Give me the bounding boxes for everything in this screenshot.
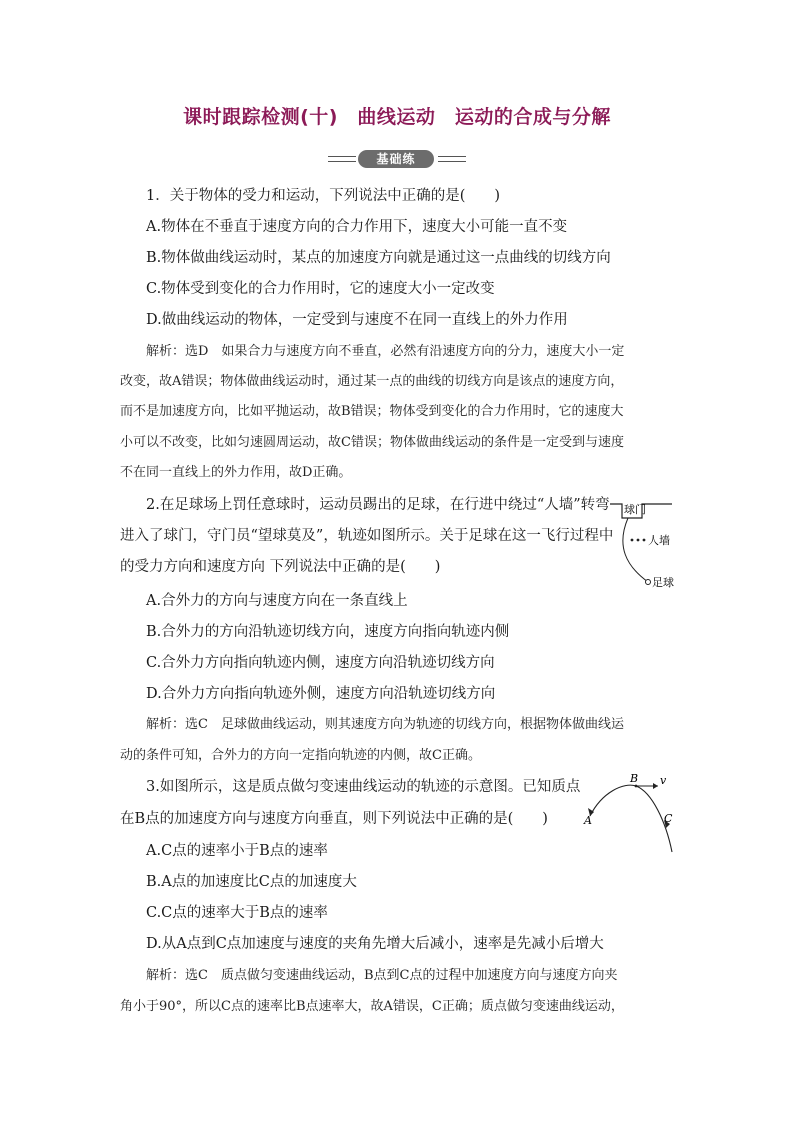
q2-analysis-line: 动的条件可知，合外力的方向一定指向轨迹的内侧，故C正确。 bbox=[120, 748, 481, 763]
point-b-label: B bbox=[630, 772, 639, 785]
q2-stem-line: 的受力方向和速度方向 下列说法中正确的是( ) bbox=[120, 559, 441, 575]
q3-stem-line: 在B点的加速度方向与速度方向垂直，则下列说法中正确的是( ) bbox=[120, 811, 548, 827]
q1-option-d: D.做曲线运动的物体，一定受到与速度不在同一直线上的外力作用 bbox=[146, 312, 568, 328]
q3-stem-line: 3.如图所示，这是质点做匀变速曲线运动的轨迹的示意图。已知质点 bbox=[146, 779, 581, 795]
point-a-label: A bbox=[584, 814, 592, 827]
q2-option-a: A.合外力的方向与速度方向在一条直线上 bbox=[146, 593, 408, 609]
ball-label: 足球 bbox=[652, 576, 674, 589]
q2-option-b: B.合外力的方向沿轨迹切线方向，速度方向指向轨迹内侧 bbox=[146, 624, 510, 640]
q2-stem-line: 2.在足球场上罚任意球时，运动员踢出的足球，在行进中绕过“人墙”转弯 bbox=[146, 497, 610, 513]
section-header bbox=[0, 150, 794, 170]
q1-analysis-line: 小可以不改变，比如匀速圆周运动，故C错误；物体做曲线运动的条件是一定受到与速度 bbox=[120, 435, 624, 450]
wall-player-dot bbox=[643, 539, 646, 542]
wall-player-dot bbox=[637, 539, 640, 542]
goal-label: 球门 bbox=[624, 503, 646, 516]
q1-analysis-line: 而不是加速度方向，比如平抛运动，故B错误；物体受到变化的合力作用时，它的速度大 bbox=[120, 404, 624, 419]
q3-option-a: A.C点的速率小于B点的速率 bbox=[146, 843, 328, 859]
curved-motion-figure bbox=[580, 772, 680, 856]
badge-divider-left bbox=[328, 156, 356, 162]
q1-analysis-line: 解析：选D 如果合力与速度方向不垂直，必然有沿速度方向的分力，速度大小一定 bbox=[146, 344, 625, 359]
q2-option-d: D.合外力方向指向轨迹外侧，速度方向沿轨迹切线方向 bbox=[146, 686, 496, 702]
soccer-trajectory-figure bbox=[606, 498, 692, 594]
q1-analysis-line: 改变，故A错误；物体做曲线运动时，通过某一点的曲线的切线方向是该点的速度方向， bbox=[120, 374, 624, 389]
page-title: 课时跟踪检测(十) 曲线运动 运动的合成与分解 bbox=[183, 106, 611, 128]
q3-analysis-line: 角小于90°，所以C点的速率比B点速率大，故A错误，C正确；质点做匀变速曲线运动， bbox=[120, 999, 624, 1014]
q1-option-a: A.物体在不垂直于速度方向的合力作用下，速度大小可能一直不变 bbox=[146, 219, 568, 235]
motion-trajectory bbox=[590, 785, 672, 852]
q3-option-b: B.A点的加速度比C点的加速度大 bbox=[146, 874, 357, 890]
q1-option-c: C.物体受到变化的合力作用时，它的速度大小一定改变 bbox=[146, 281, 495, 297]
q2-analysis-line: 解析：选C 足球做曲线运动，则其速度方向为轨迹的切线方向，根据物体做曲线运 bbox=[146, 717, 624, 732]
velocity-arrowhead bbox=[653, 783, 658, 789]
q2-option-c: C.合外力方向指向轨迹内侧，速度方向沿轨迹切线方向 bbox=[146, 655, 495, 671]
badge-divider-right bbox=[438, 156, 466, 162]
section-badge: 基础练 bbox=[358, 150, 434, 168]
q3-analysis-line: 解析：选C 质点做匀变速曲线运动，B点到C点的过程中加速度方向与速度方向夹 bbox=[146, 968, 618, 983]
ball-trajectory bbox=[623, 518, 648, 582]
q1-stem: 1．关于物体的受力和运动，下列说法中正确的是( ) bbox=[146, 188, 501, 204]
q1-analysis-line: 不在同一直线上的外力作用，故D正确。 bbox=[120, 465, 352, 480]
point-b-dot bbox=[635, 785, 638, 788]
q1-option-b: B.物体做曲线运动时，某点的加速度方向就是通过这一点曲线的切线方向 bbox=[146, 250, 611, 266]
q2-stem-line: 进入了球门，守门员“望球莫及”，轨迹如图所示。关于足球在这一飞行过程中 bbox=[120, 528, 614, 544]
point-c-label: C bbox=[664, 812, 673, 825]
q3-option-c: C.C点的速率大于B点的速率 bbox=[146, 905, 328, 921]
velocity-label: v bbox=[660, 774, 667, 787]
wall-player-dot bbox=[631, 539, 634, 542]
wall-label: 人墙 bbox=[648, 534, 670, 547]
ball-icon bbox=[646, 580, 651, 585]
q3-option-d: D.从A点到C点加速度与速度的夹角先增大后减小，速率是先减小后增大 bbox=[146, 936, 604, 952]
